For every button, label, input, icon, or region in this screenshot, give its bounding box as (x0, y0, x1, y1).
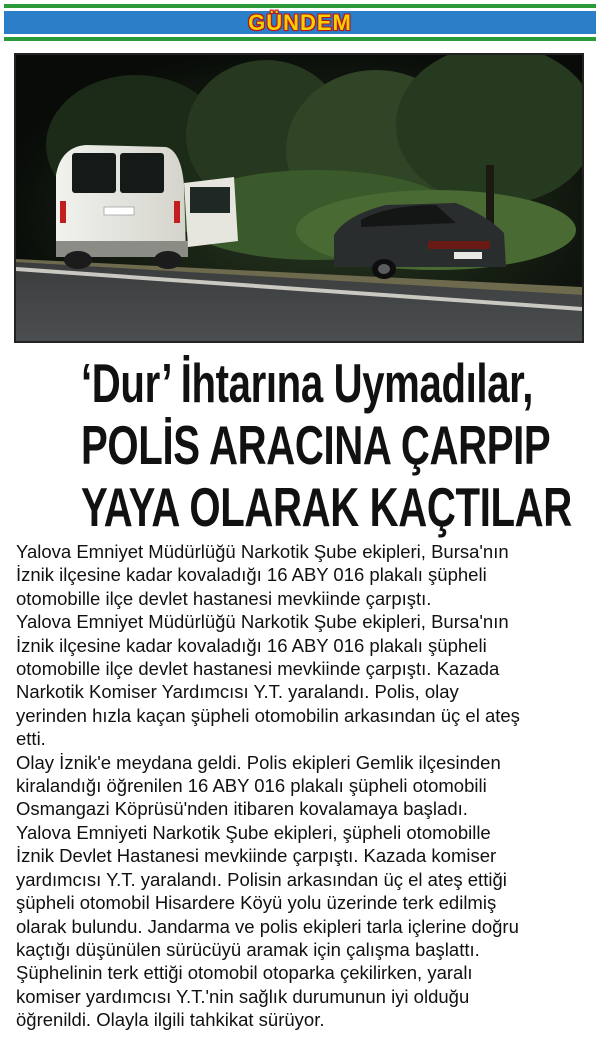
body-line: İznik Devlet Hastanesi mevkiinde çarpıştı. Kazada komiser (16, 845, 497, 867)
body-line: Yalova Emniyet Müdürlüğü Narkotik Şube ekipleri, Bursa'nın (16, 541, 509, 562)
body-line: yardımcısı Y.T. yaralandı. Polisin arkasından üç el ateş ettiği (16, 868, 507, 890)
section-title: GÜNDEM (248, 10, 352, 35)
article-body (16, 540, 596, 1032)
body-line: Olay İznik'e meydana geldi. Polis ekipleri Gemlik ilçesinden (16, 751, 501, 773)
body-line: otomobille ilçe devlet hastanesi mevkiinde çarpıştı. Kazada (16, 658, 500, 680)
body-line: kaçtığı düşünülen sürücüyü aramak için çalışma başlattı. (16, 938, 480, 960)
body-line: olarak bulundu. Jandarma ve polis ekipleri tarla içlerine doğru (16, 915, 519, 937)
body-line: öğrenildi. Olayla ilgili tahkikat sürüyor. (16, 1009, 325, 1031)
body-line: kiralandığı öğrenilen 16 ABY 016 plakalı şüpheli otomobili (16, 775, 487, 797)
section-banner (4, 4, 596, 41)
body-line: İznik ilçesine kadar kovaladığı 16 ABY 016 plakalı şüpheli (16, 634, 487, 656)
news-photo (14, 53, 584, 343)
night-roadside-photo (16, 55, 582, 341)
body-line: komiser yardımcısı Y.T.'nin sağlık durumunun iyi olduğu (16, 985, 470, 1007)
body-line: otomobille ilçe devlet hastanesi mevkiinde çarpıştı. (16, 587, 432, 609)
body-line: Yalova Emniyeti Narkotik Şube ekipleri, şüpheli otomobille (16, 821, 491, 843)
headline-line-1: ‘Dur’ İhtarına Uymadılar, (81, 352, 534, 414)
body-line: Şüphelinin terk ettiği otomobil otoparka çekilirken, yaralı (16, 962, 473, 984)
body-line: yerinden hızla kaçan şüpheli otomobilin arkasından üç el ateş (16, 704, 520, 726)
body-line: şüpheli otomobil Hisardere Köyü yolu üzerinde terk edilmiş (16, 892, 497, 914)
headline (0, 352, 600, 538)
body-line: İznik ilçesine kadar kovaladığı 16 ABY 016 plakalı şüpheli (16, 564, 487, 586)
body-line: Yalova Emniyet Müdürlüğü Narkotik Şube ekipleri, Bursa'nın (16, 611, 509, 633)
headline-line-2: POLİS ARACINA ÇARPIP (81, 414, 551, 476)
headline-line-3: YAYA OLARAK KAÇTILAR (81, 476, 572, 538)
body-line: Narkotik Komiser Yardımcısı Y.T. yaralandı. Polis, olay (16, 681, 459, 703)
body-line: etti. (16, 728, 46, 750)
body-line: Osmangazi Köprüsü'nden itibaren kovalamaya başladı. (16, 798, 468, 820)
